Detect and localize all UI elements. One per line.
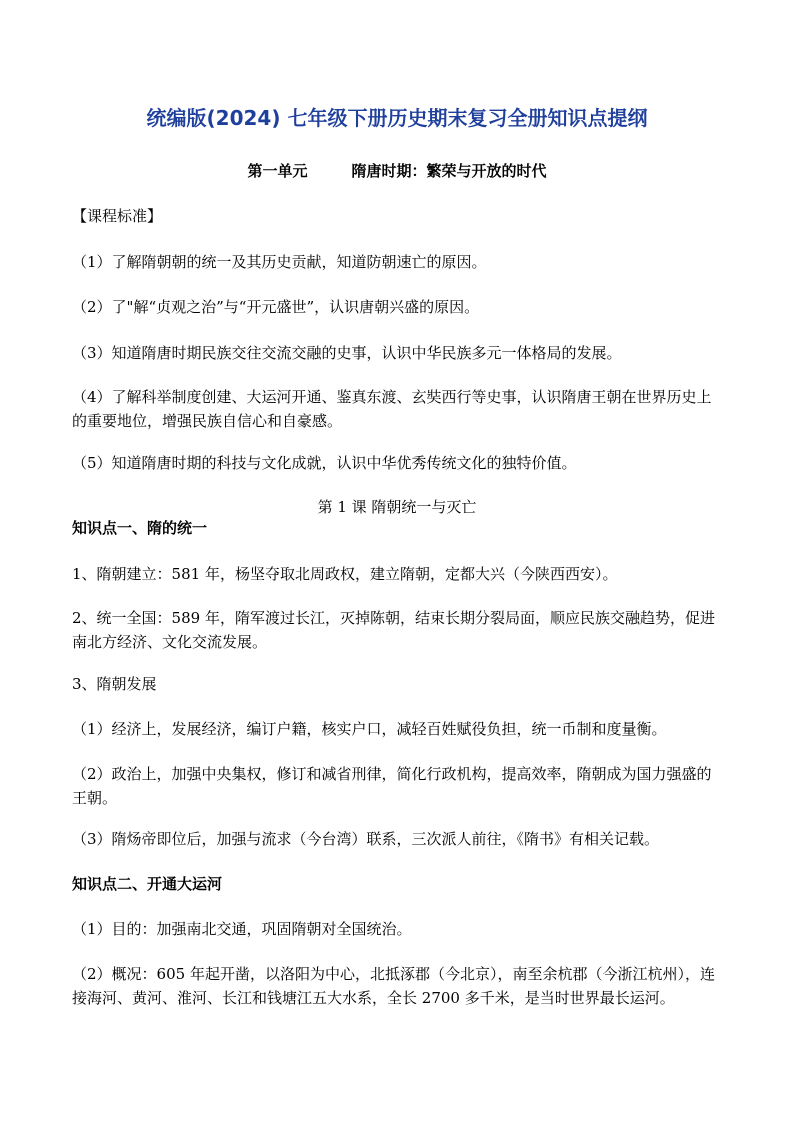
paragraph: 3、隋朝发展 [72,675,157,693]
course-standard-item: （3）知道隋唐时期民族交往交流交融的史事，认识中华民族多元一体格局的发展。 [72,344,622,362]
knowledge-point-heading: 知识点一、隋的统一 [72,519,208,537]
paragraph: （1）目的：加强南北交通，巩固隋朝对全国统治。 [72,920,412,938]
unit-label: 第一单元 [247,162,308,180]
document-title: 统编版(2024) 七年级下册历史期末复习全册知识点提纲 [146,106,648,130]
course-standard-heading: 【课程标准】 [72,207,163,225]
lesson-title: 第 1 课 隋朝统一与灭亡 [317,498,477,516]
course-standard-item: （4）了解科举制度创建、大运河开通、鉴真东渡、玄奘西行等史事，认识隋唐王朝在世界历史上的重要地位，增强民族自信心和自豪感。 [72,388,712,430]
paragraph: 1、隋朝建立：581 年，杨坚夺取北周政权，建立隋朝，定都大兴（今陕西西安）。 [72,565,618,583]
knowledge-point-heading: 知识点二、开通大运河 [72,875,223,893]
course-standard-item: （5）知道隋唐时期的科技与文化成就，认识中华优秀传统文化的独特价值。 [72,454,577,472]
course-standard-item: （1）了解隋朝朝的统一及其历史贡献，知道防朝速亡的原因。 [72,253,487,271]
sub-paragraph: （3）隋炀帝即位后，加强与流求（今台湾）联系，三次派人前往，《隋书》有相关记载。 [72,830,660,848]
paragraph: 2、统一全国：589 年，隋军渡过长江，灭掉陈朝，结束长期分裂局面，顺应民族交融趋势，促进南北方经济、文化交流发展。 [72,609,715,651]
unit-name: 隋唐时期：繁荣与开放的时代 [351,162,547,180]
course-standard-item: （2）了"解“贞观之治”与“开元盛世”，认识唐朝兴盛的原因。 [72,298,480,316]
sub-paragraph: （2）政治上，加强中央集权，修订和减省刑律，简化行政机构，提高效率，隋朝成为国力强盛的王朝。 [72,765,712,807]
paragraph: （2）概况：605 年起开凿，以洛阳为中心，北抵涿郡（今北京），南至余杭郡（今浙江杭州），连接海河、黄河、淮河、长江和钱塘江五大水系，全长 2700 多千米，是当时世界最长运河。 [72,965,715,1007]
unit-heading [0,160,794,182]
sub-paragraph: （1）经济上，发展经济，编订户籍，核实户口，减轻百姓赋役负担，统一币制和度量衡。 [72,720,667,738]
